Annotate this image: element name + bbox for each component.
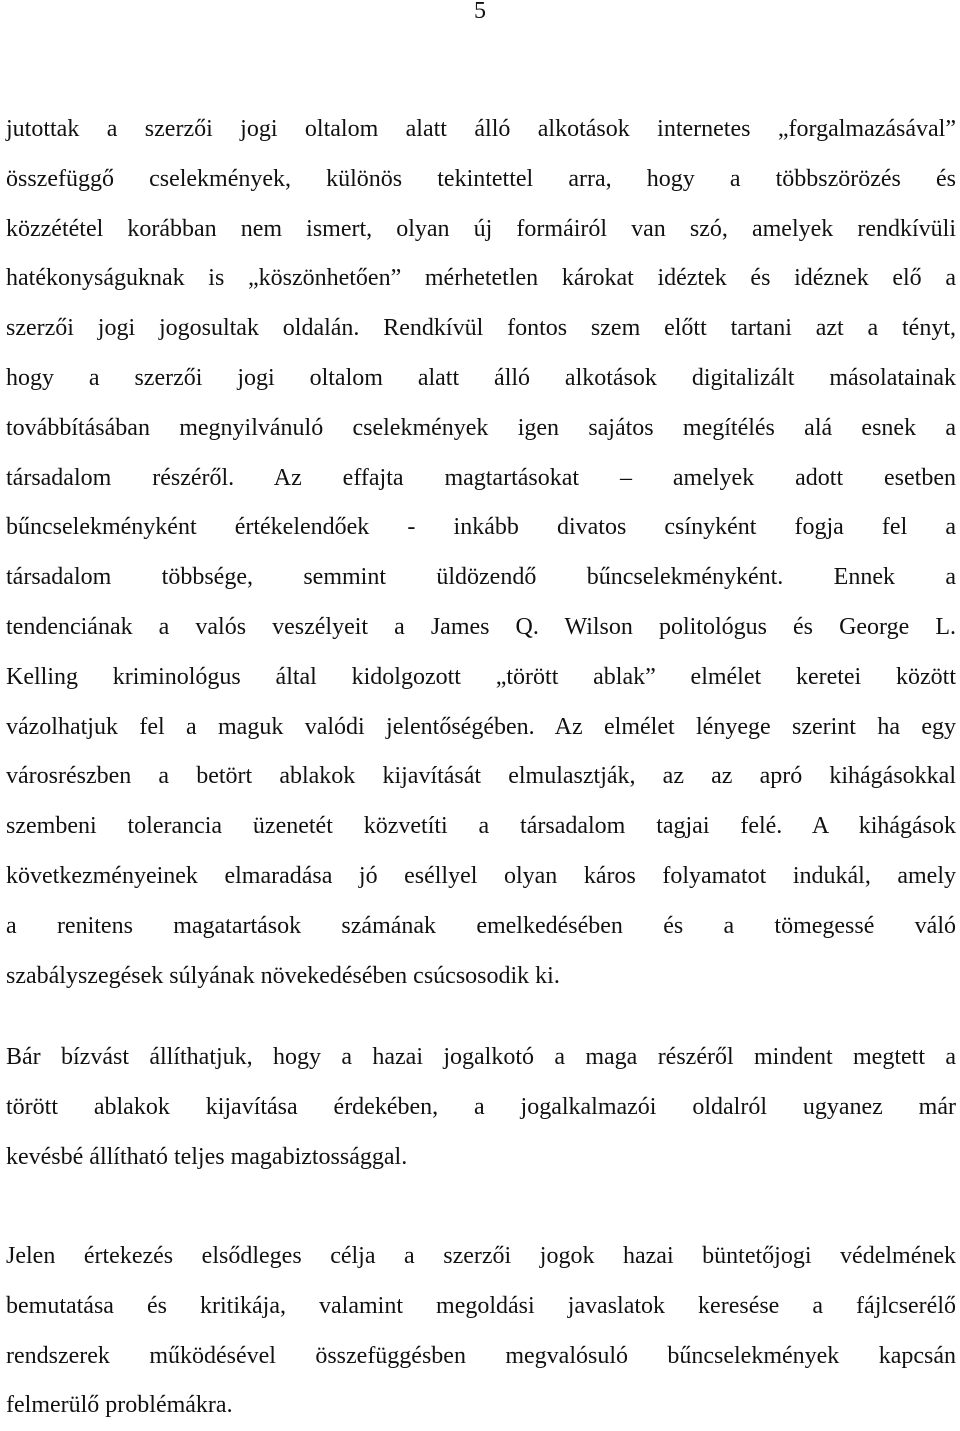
text-line: hatékonyságuknak is „köszönhetően” mérhetetlen károkat idéztek és idéznek elő a bbox=[6, 265, 956, 292]
text-line: kevésbé állítható teljes magabiztossággal. bbox=[6, 1143, 408, 1170]
text-line: Jelen értekezés elsődleges célja a szerzői jogok hazai büntetőjogi védelmének bbox=[6, 1243, 956, 1269]
text-line: Bár bízvást állíthatjuk, hogy a hazai jogalkotó a maga részéről mindent megtett a bbox=[6, 1044, 956, 1070]
text-line: vázolhatjuk fel a maguk valódi jelentőségében. Az elmélet lényege szerint ha egy bbox=[6, 713, 956, 740]
text-line: rendszerek működésével összefüggésben megvalósuló bűncselekmények kapcsán bbox=[6, 1342, 956, 1369]
text-line: bűncselekményként értékelendőek - inkább divatos csínyként fogja fel a bbox=[6, 514, 956, 541]
text-line: Kelling kriminológus által kidolgozott „törött ablak” elmélet keretei között bbox=[6, 663, 956, 690]
text-line: következményeinek elmaradása jó eséllyel olyan káros folyamatot indukál, amely bbox=[6, 862, 956, 889]
text-line: szerzői jogi jogosultak oldalán. Rendkívül fontos szem előtt tartani azt a tényt, bbox=[6, 315, 956, 342]
text-line: jutottak a szerzői jogi oltalom alatt álló alkotások internetes „forgalmazásával” bbox=[6, 116, 956, 142]
text-line: tendenciának a valós veszélyeit a James Q. Wilson politológus és George L. bbox=[6, 613, 956, 640]
text-line: városrészben a betört ablakok kijavítását elmulasztják, az az apró kihágásokkal bbox=[6, 763, 956, 790]
text-line: társadalom többsége, semmint üldözendő bűncselekményként. Ennek a bbox=[6, 564, 956, 591]
text-line: szembeni tolerancia üzenetét közvetíti a társadalom tagjai felé. A kihágások bbox=[6, 813, 956, 840]
text-line: a renitens magatartások számának emelkedésében és a tömegessé váló bbox=[6, 912, 956, 939]
text-line: szabályszegések súlyának növekedésében csúcsosodik ki. bbox=[6, 962, 560, 989]
text-line: felmerülő problémákra. bbox=[6, 1392, 233, 1419]
paragraph-1 bbox=[6, 105, 956, 1001]
text-line: hogy a szerzői jogi oltalom alatt álló alkotások digitalizált másolatainak bbox=[6, 364, 956, 391]
paragraph-2 bbox=[6, 1033, 956, 1182]
paragraph-3 bbox=[6, 1232, 956, 1431]
text-line: bemutatása és kritikája, valamint megoldási javaslatok keresése a fájlcserélő bbox=[6, 1292, 956, 1319]
page-number: 5 bbox=[474, 0, 486, 24]
text-line: továbbításában megnyilvánuló cselekmények igen sajátos megítélés alá esnek a bbox=[6, 414, 956, 441]
text-line: közzététel korábban nem ismert, olyan új formáiról van szó, amelyek rendkívüli bbox=[6, 215, 956, 242]
text-line: társadalom részéről. Az effajta magtartásokat – amelyek adott esetben bbox=[6, 464, 956, 491]
text-line: törött ablakok kijavítása érdekében, a jogalkalmazói oldalról ugyanez már bbox=[6, 1093, 956, 1120]
text-line: összefüggő cselekmények, különös tekintettel arra, hogy a többszörözés és bbox=[6, 165, 956, 192]
